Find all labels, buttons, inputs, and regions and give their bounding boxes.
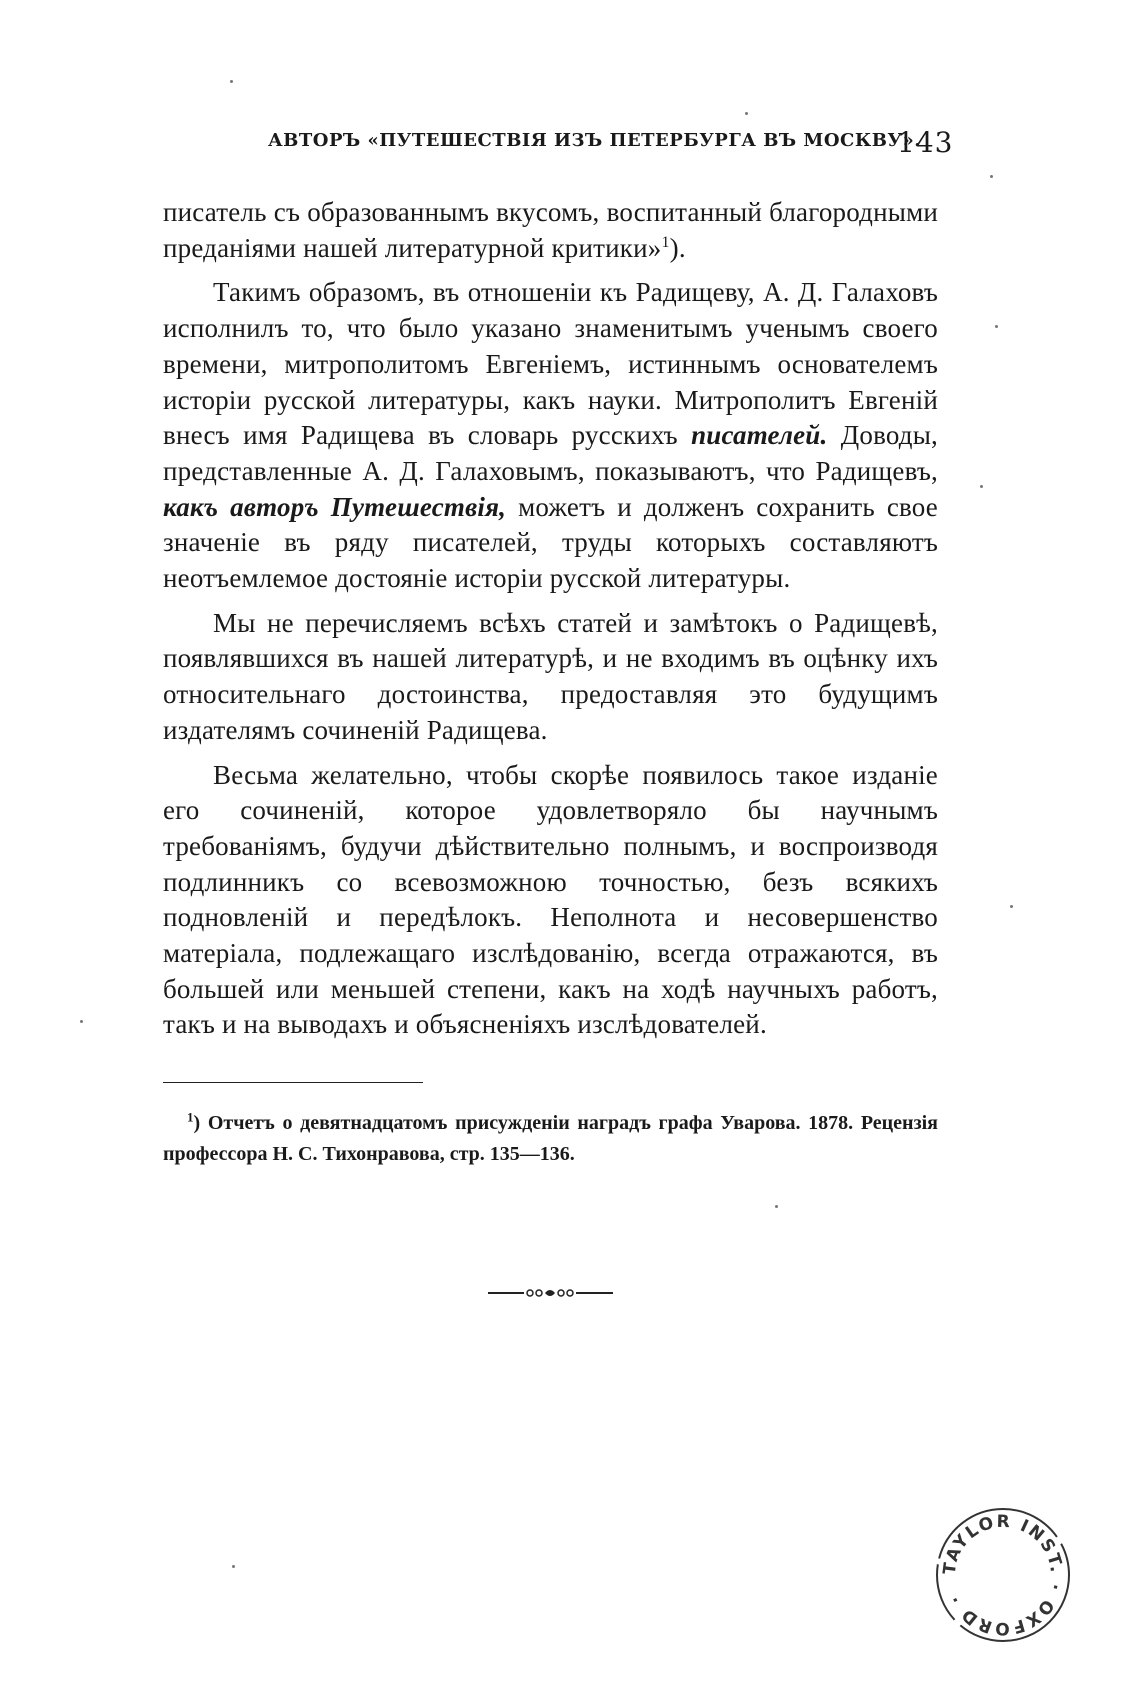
paragraph-1-tail: ). bbox=[669, 232, 686, 263]
paragraph-4: Весьма желательно, чтобы скорѣе появилось такое изданіе его сочиненій, которое удовлетворяло бы научнымъ требованіямъ, будучи дѣйствительно полнымъ, и воспроизводя подлинникъ со всевозможною точностью, безъ всякихъ подновленій и передѣлокъ. Неполнота и несовершенство матеріала, подлежащаго изслѣдованію, всегда отражаются, въ большей или меньшей степени, какъ на ходѣ научныхъ работъ, такъ и на выводахъ и объясненіяхъ изслѣдователей. bbox=[163, 759, 938, 1040]
footnote-rule bbox=[163, 1082, 423, 1083]
footnote-ref: 1 bbox=[661, 233, 670, 251]
paragraph-2-emphasis-author: какъ авторъ Путешествія, bbox=[163, 491, 507, 522]
main-text bbox=[163, 195, 938, 1052]
paragraph-2-part-c: можетъ и долженъ сохранить свое значеніе въ ряду писателей, труды которыхъ составляютъ неотъемлемое достояніе исторіи русской литературы. bbox=[163, 491, 938, 594]
end-ornament bbox=[488, 1286, 613, 1300]
paragraph-2 bbox=[163, 275, 938, 596]
paragraph-2-part-b: Доводы, представленные А. Д. Галаховымъ, показываютъ, что Радищевъ, bbox=[163, 420, 938, 486]
page-number: 143 bbox=[897, 126, 954, 159]
speck bbox=[995, 325, 998, 328]
footnote-paragraph bbox=[163, 1108, 938, 1170]
speck bbox=[980, 485, 983, 488]
footnote-text: ) Отчетъ о девятнадцатомъ присужденіи наградъ графа Уварова. 1878. Рецензія профессора Н. С. Тихонравова, стр. 135—136. bbox=[163, 1112, 938, 1165]
speck bbox=[1010, 905, 1013, 908]
footnote bbox=[163, 1108, 938, 1170]
footnote-marker: 1 bbox=[187, 1109, 194, 1125]
speck bbox=[990, 175, 993, 178]
library-stamp bbox=[928, 1500, 1078, 1650]
stamp-legend-ring: TAYLOR INST. · OXFORD · bbox=[939, 1511, 1067, 1639]
speck bbox=[232, 1565, 235, 1568]
paragraph-1 bbox=[163, 195, 938, 266]
svg-text:TAYLOR INST. · OXFORD · bbox=[940, 1512, 1066, 1638]
speck bbox=[775, 1205, 778, 1208]
paragraph-3: Мы не перечисляемъ всѣхъ статей и замѣтокъ о Радищевѣ, появлявшихся въ нашей литературѣ, и не входимъ въ оцѣнку ихъ относительнаго достоинства, предоставляя это будущимъ издателямъ сочиненій Радищева. bbox=[163, 607, 938, 745]
paragraph-1-text: писатель съ образованнымъ вкусомъ, воспитанный благородными преданіями нашей литературной критики» bbox=[163, 197, 938, 263]
speck bbox=[230, 80, 233, 83]
running-head: АВТОРЪ «ПУТЕШЕСТВІЯ ИЗЪ ПЕТЕРБУРГА ВЪ МОСКВУ». bbox=[268, 130, 922, 151]
paragraph-2-part-a: Такимъ образомъ, въ отношеніи къ Радищеву, А. Д. Галаховъ исполнилъ то, что было указано знаменитымъ ученымъ своего времени, митрополитомъ Евгеніемъ, истиннымъ основателемъ исторіи русской литературы, какъ науки. Митрополитъ Евгеній внесъ имя Радищева въ словарь русскихъ bbox=[163, 277, 938, 451]
speck bbox=[80, 1020, 83, 1023]
speck bbox=[745, 112, 748, 115]
paragraph-2-emphasis-writers: писателей. bbox=[691, 420, 828, 451]
